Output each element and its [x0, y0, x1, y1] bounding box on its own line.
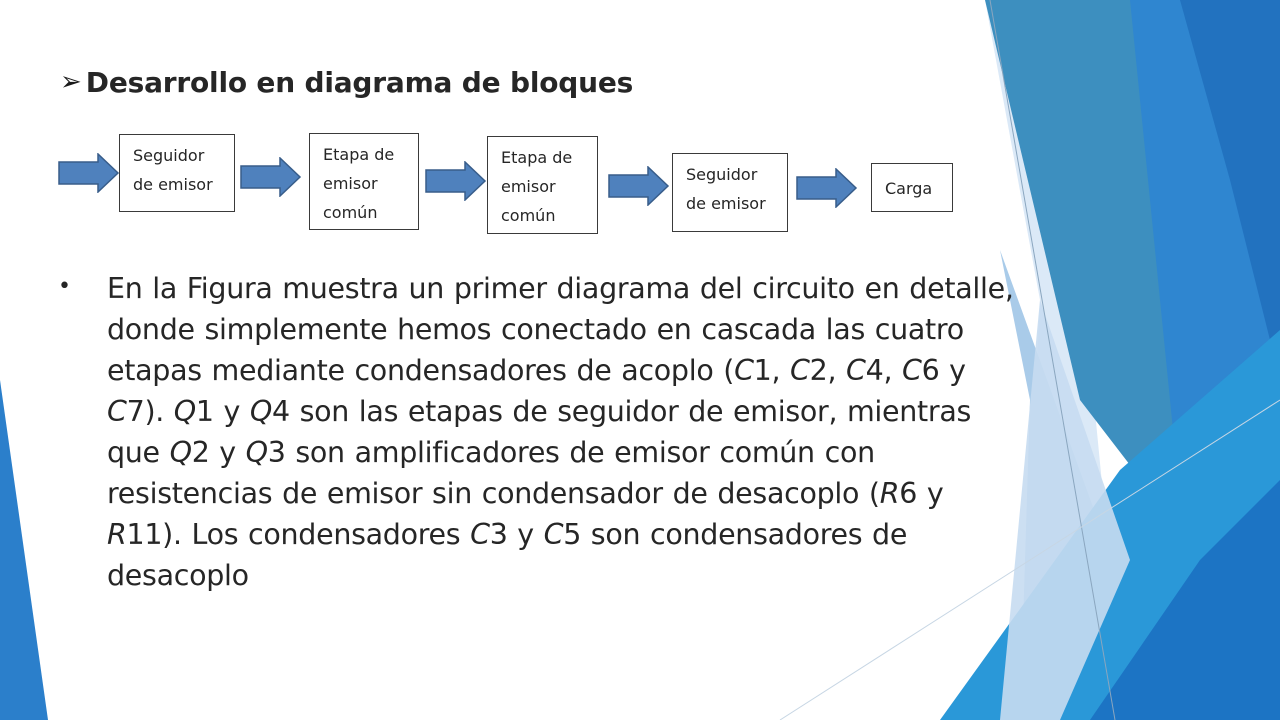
block-seguidor-emisor-1: Seguidor de emisor [119, 134, 235, 212]
body-paragraph: En la Figura muestra un primer diagrama del circuito en detalle, donde simplemente hemos conectado en cascada las cuatro etapas mediante condensadores de acoplo (C1, C2, C4, C6 y C7). Q1 y Q4 son las etapas de seguidor de emisor, mientras que Q2 y Q3 son amplificadores de emisor común con resistencias de emisor sin condensador de desacoplo (R6 y R11). Los condensadores C3 y C5 son condensadores de desacoplo [107, 272, 1014, 592]
block-etapa-emisor-comun-2: Etapa de emisor común [487, 136, 598, 234]
title-text: Desarrollo en diagrama de bloques [85, 65, 634, 99]
block-seguidor-emisor-2: Seguidor de emisor [672, 153, 788, 232]
block-etapa-emisor-comun-1: Etapa de emisor común [309, 133, 419, 230]
decor-left-strip [0, 380, 48, 720]
slide-title [60, 62, 633, 102]
bullet-dot-icon: • [58, 274, 71, 299]
arrow-icon [58, 153, 120, 193]
arrow-icon [240, 157, 302, 197]
arrow-icon [608, 166, 670, 206]
arrow-icon [425, 161, 487, 201]
arrow-icon [796, 168, 858, 208]
block-carga: Carga [871, 163, 953, 212]
arrow-bullet-icon: ➢ [60, 67, 82, 97]
